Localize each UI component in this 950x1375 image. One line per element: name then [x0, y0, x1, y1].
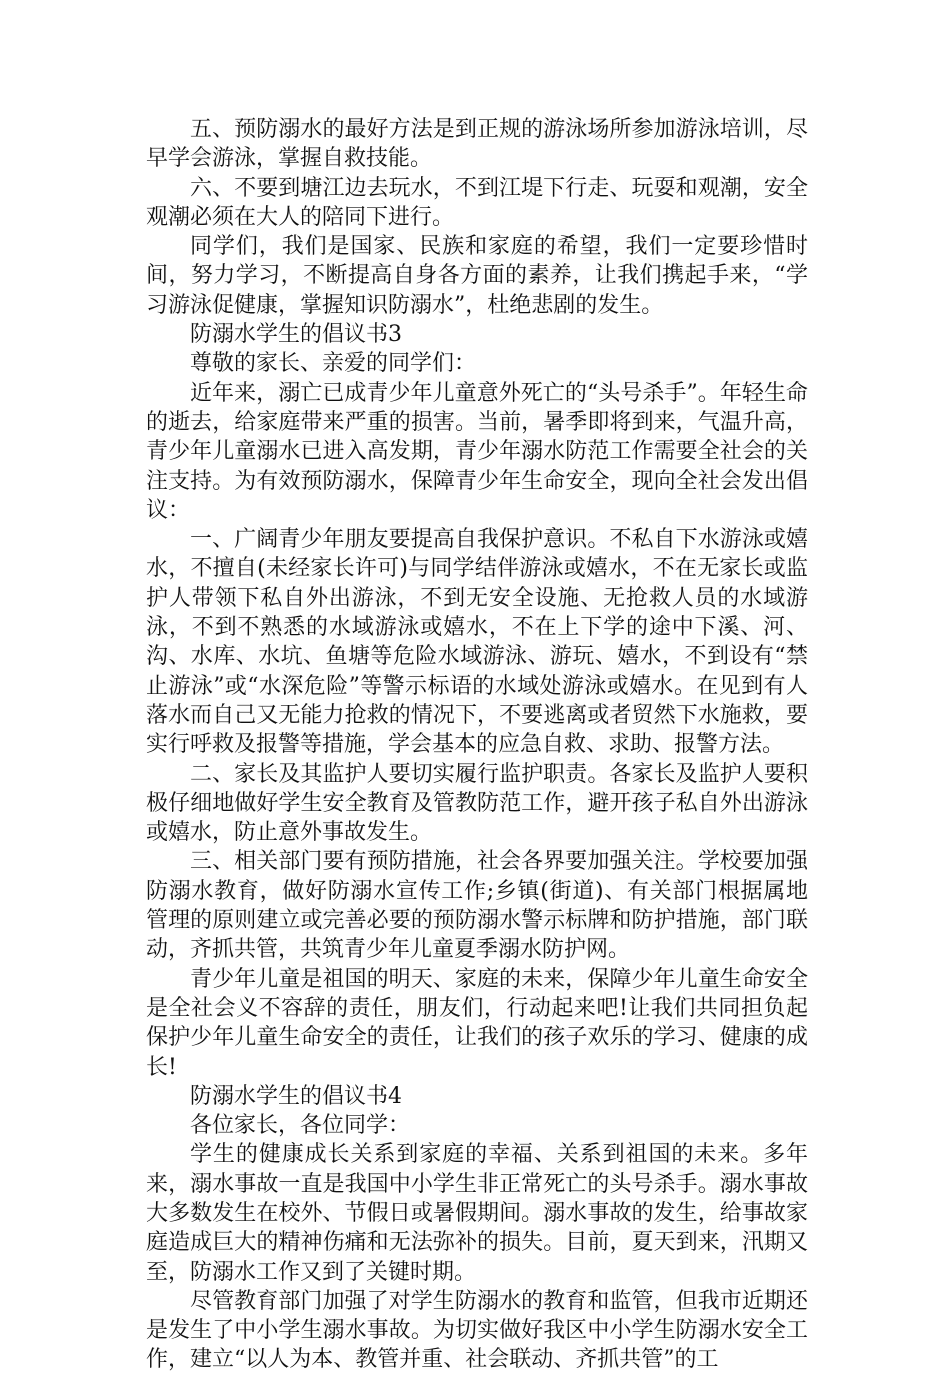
paragraph-prevention-6: 六、不要到塘江边去玩水，不到江堤下行走、玩耍和观潮，安全观潮必须在大人的陪同下进行。 [146, 175, 808, 230]
section-heading-4: 防溺水学生的倡议书4 [190, 1083, 402, 1109]
salutation-4: 各位家长，各位同学： [190, 1113, 411, 1139]
paragraph-prevention-5: 五、预防溺水的最好方法是到正规的游泳场所参加游泳培训，尽早学会游泳，掌握自救技能。 [146, 117, 808, 172]
paragraph-item-1: 一、广阔青少年朋友要提高自我保护意识。不私自下水游泳或嬉水，不擅自(未经家长许可)与同学结伴游泳或嬉水，不在无家长或监护人带领下私自外出游泳，不到无安全设施、无抢救人员的水域游泳，不到不熟悉的水域游泳或嬉水，不在上下学的途中下溪、河、沟、水库、水坑、鱼塘等危险水域游泳、游玩、嬉水，不到设有“禁止游泳”或“水深危险”等警示标语的水域处游泳或嬉水。在见到有人落水而自己又无能力抢救的情况下，不要逃离或者贸然下水施救，要实行呼救及报警等措施，学会基本的应急自救、求助、报警方法。 [146, 527, 808, 758]
paragraph-body-4: 尽管教育部门加强了对学生防溺水的教育和监管，但我市近期还是发生了中小学生溺水事故。为切实做好我区中小学生防溺水安全工作，建立“以人为本、教管并重、社会联动、齐抓共管”的工 [146, 1288, 808, 1373]
paragraph-item-2: 二、家长及其监护人要切实履行监护职责。各家长及监护人要积极仔细地做好学生安全教育及管教防范工作，避开孩子私自外出游泳或嬉水，防止意外事故发生。 [146, 761, 808, 846]
paragraph-item-3: 三、相关部门要有预防措施，社会各界要加强关注。学校要加强防溺水教育，做好防溺水宣传工作;乡镇(街道)、有关部门根据属地管理的原则建立或完善必要的预防溺水警示标牌和防护措施，部门联动，齐抓共管，共筑青少年儿童夏季溺水防护网。 [146, 849, 808, 963]
paragraph-closing-appeal: 同学们，我们是国家、民族和家庭的希望，我们一定要珍惜时间，努力学习，不断提高自身各方面的素养，让我们携起手来，“学习游泳促健康，掌握知识防溺水”，杜绝悲剧的发生。 [146, 234, 808, 318]
paragraph-conclusion-3: 青少年儿童是祖国的明天、家庭的未来，保障少年儿童生命安全是全社会义不容辞的责任，朋友们，行动起来吧!让我们共同担负起保护少年儿童生命安全的责任，让我们的孩子欢乐的学习、健康的成长! [146, 966, 808, 1080]
salutation-3: 尊敬的家长、亲爱的同学们： [190, 351, 477, 377]
paragraph-intro-3: 近年来，溺亡已成青少年儿童意外死亡的“头号杀手”。年轻生命的逝去，给家庭带来严重的损害。当前，暑季即将到来，气温升高，青少年儿童溺水已进入高发期，青少年溺水防范工作需要全社会的关注支持。为有效预防溺水，保障青少年生命安全，现向全社会发出倡议： [146, 380, 808, 523]
paragraph-intro-4: 学生的健康成长关系到家庭的幸福、关系到祖国的未来。多年来，溺水事故一直是我国中小学生非正常死亡的头号杀手。溺水事故大多数发生在校外、节假日或暑假期间。溺水事故的发生，给事故家庭造成巨大的精神伤痛和无法弥补的损失。目前，夏天到来，汛期又至，防溺水工作又到了关键时期。 [146, 1142, 808, 1285]
section-heading-3: 防溺水学生的倡议书3 [190, 322, 402, 348]
document-body [146, 115, 808, 1375]
